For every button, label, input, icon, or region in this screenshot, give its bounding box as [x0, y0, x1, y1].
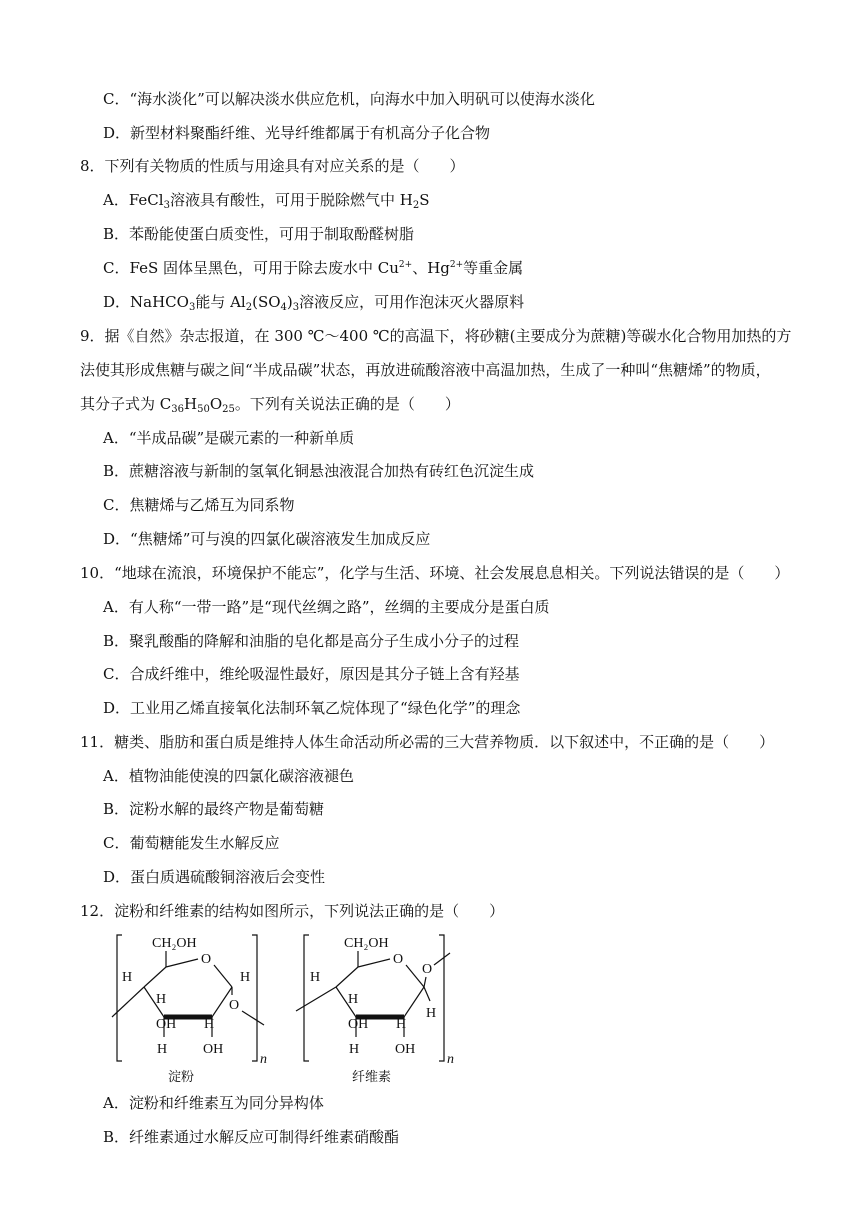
q10-option-a: A．有人称“一带一路”是“现代丝绸之路”，丝绸的主要成分是蛋白质: [103, 598, 550, 616]
starch-link-o-label: O: [229, 998, 240, 1013]
q12-option-b: B．纤维素通过水解反应可制得纤维素硝酸酯: [103, 1128, 400, 1146]
q8-stem: 8．下列有关物质的性质与用途具有对应关系的是（ ）: [80, 157, 465, 175]
starch-h-label: H: [240, 970, 251, 985]
starch-n-label: n: [260, 1052, 267, 1067]
q10-option-d: D．工业用乙烯直接氧化法制环氧乙烷体现了“绿色化学”的理念: [103, 699, 521, 717]
q11-option-d: D．蛋白质遇硫酸铜溶液后会变性: [103, 868, 326, 886]
starch-oh-label: OH: [203, 1042, 224, 1057]
cellulose-h-label: H: [310, 970, 321, 985]
q10-stem: 10．“地球在流浪，环境保护不能忘”，化学与生活、环境、社会发展息息相关。下列说法错误的是（ ）: [80, 564, 790, 582]
q12-option-a: A．淀粉和纤维素互为同分异构体: [103, 1094, 324, 1112]
q7-option-c: C．“海水淡化”可以解决淡水供应危机，向海水中加入明矾可以使海水淡化: [103, 90, 595, 108]
cellulose-oh-label: OH: [395, 1042, 416, 1057]
starch-oh-label: OH: [156, 1017, 177, 1032]
cellulose-ring-o-label: O: [393, 952, 404, 967]
starch-cellulose-structure-figure: [100, 925, 470, 1085]
cellulose-h-label: H: [396, 1017, 407, 1032]
q11-option-c: C．葡萄糖能发生水解反应: [103, 834, 280, 852]
q9-stem-line1: 9．据《自然》杂志报道，在 300 ℃～400 ℃的高温下，将砂糖(主要成分为蔗糖)等碳水化合物用加热的方: [80, 327, 792, 345]
cellulose-h-label: H: [426, 1006, 437, 1021]
cellulose-link-o-label: O: [422, 962, 433, 977]
starch-structure: [112, 935, 267, 1084]
q10-option-c: C．合成纤维中，维纶吸湿性最好，原因是其分子链上含有羟基: [103, 665, 520, 683]
starch-h-label: H: [204, 1017, 215, 1032]
q8-option-c: C．FeS 固体呈黑色，可用于除去废水中 $Cu^{2+}$、$Hg^{2+}$等重金属: [103, 259, 524, 277]
q8-option-d: D．NaHCO$_3$能与 $Al_2(SO_4)_3$溶液反应，可用作泡沫灭火器原料: [103, 293, 525, 313]
cellulose-h-label: H: [349, 1042, 360, 1057]
q9-stem-line2: 法使其形成焦糖与碳之间“半成品碳”状态，再放进硫酸溶液中高温加热，生成了一种叫“焦糖烯”的物质，: [80, 361, 771, 379]
q8-option-a: A．FeCl$_3$溶液具有酸性，可用于脱除燃气中 $H_2S$: [103, 191, 430, 211]
cellulose-n-label: n: [447, 1052, 454, 1067]
q11-option-a: A．植物油能使溴的四氯化碳溶液褪色: [103, 767, 354, 785]
starch-h-label: H: [122, 970, 133, 985]
q11-option-b: B．淀粉水解的最终产物是葡萄糖: [103, 800, 325, 818]
q9-option-a: A．“半成品碳”是碳元素的一种新单质: [103, 429, 355, 447]
q7-option-d: D．新型材料聚酯纤维、光导纤维都属于有机高分子化合物: [103, 124, 491, 142]
q9-stem-line3: 其分子式为 $C_{36}H_{50}O_{25}$。下列有关说法正确的是（ ）: [80, 395, 460, 415]
cellulose-oh-label: OH: [348, 1017, 369, 1032]
cellulose-structure: [296, 935, 454, 1084]
cellulose-ch2oh-label: CH₂OH: [344, 936, 389, 951]
q9-option-c: C．焦糖烯与乙烯互为同系物: [103, 496, 295, 514]
q9-option-d: D．“焦糖烯”可与溴的四氯化碳溶液发生加成反应: [103, 530, 431, 548]
q8-option-b: B．苯酚能使蛋白质变性，可用于制取酚醛树脂: [103, 225, 415, 243]
starch-h-label: H: [156, 992, 167, 1007]
q11-stem: 11．糖类、脂肪和蛋白质是维持人体生命活动所必需的三大营养物质．以下叙述中，不正确的是（ ）: [80, 733, 775, 751]
starch-ch2oh-label: CH₂OH: [152, 936, 197, 951]
cellulose-h-label: H: [348, 992, 359, 1007]
starch-h-label: H: [157, 1042, 168, 1057]
q12-stem: 12．淀粉和纤维素的结构如图所示，下列说法正确的是（ ）: [80, 902, 505, 920]
starch-caption: 淀粉: [168, 1069, 195, 1084]
q9-option-b: B．蔗糖溶液与新制的氢氧化铜悬浊液混合加热有砖红色沉淀生成: [103, 462, 535, 480]
cellulose-caption: 纤维素: [352, 1069, 392, 1084]
starch-ring-o-label: O: [201, 952, 212, 967]
q10-option-b: B．聚乳酸酯的降解和油脂的皂化都是高分子生成小分子的过程: [103, 632, 520, 650]
